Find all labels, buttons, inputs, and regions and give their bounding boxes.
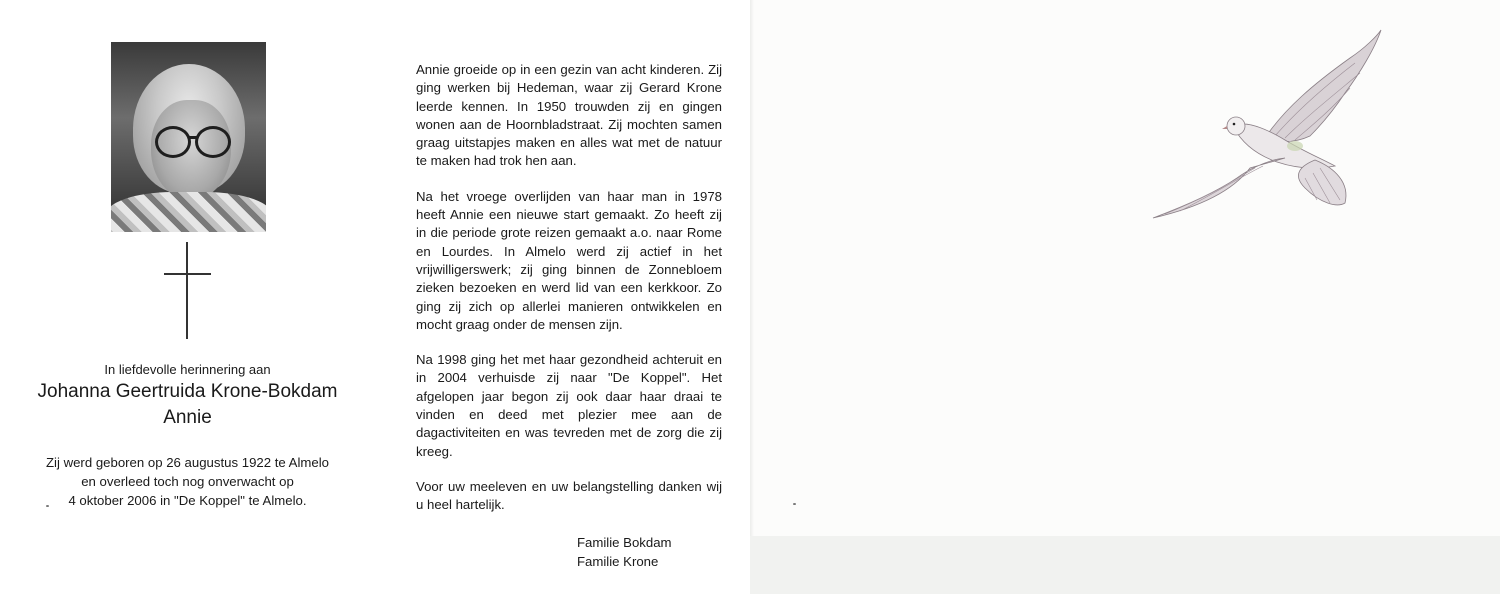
card-right-panel	[750, 0, 1500, 594]
paper-speck	[793, 503, 796, 505]
biography-paragraph: Na het vroege overlijden van haar man in 1978 heeft Annie een nieuwe start gemaakt. Zo heeft zij in die periode grote reizen gemaakt a.o. naar Rome en Lourdes. In Almelo werd zij actief in het vrijwilligerswerk; zij ging binnen de Zonnebloem zieken bezoeken en werd lid van een kerkkoor. Zo ging zij zich op allerlei manieren ontwikkelen en mocht graag onder de mensen zijn.	[416, 188, 722, 332]
fold-line	[750, 0, 754, 594]
biography-paragraph: Na 1998 ging het met haar gezondheid achteruit en in 2004 verhuisde zij naar "De Koppel". Het afgelopen jaar begon zij ook daar haar draai te vinden en deed met plezier mee aan de dagactiviteiten en was tevreden met de zorg die zij kreeg.	[416, 352, 722, 459]
death-line: en overleed toch nog onverwacht op	[81, 474, 294, 489]
signature-krone: Familie Krone	[577, 554, 659, 569]
biography-text	[416, 61, 722, 532]
biography-paragraph: Annie groeide op in een gezin van acht kinderen. Zij ging werken bij Hedeman, waar zij Gerard Krone leerde kennen. In 1950 trouwden zij en gingen wonen aan de Hoornbladstraat. Zij mochten samen graag uitstapjes maken en alles wat met de natuur te maken had trok hen aan.	[416, 62, 722, 169]
signature-bokdam: Familie Bokdam	[577, 535, 672, 550]
portrait-photo	[111, 42, 266, 232]
card-left-panel	[0, 0, 375, 594]
birth-line: Zij werd geboren op 26 augustus 1922 te Almelo	[46, 455, 329, 470]
nickname: Annie	[163, 407, 212, 428]
birth-death-text	[0, 453, 375, 510]
intro-text: In liefdevolle herinnering aan	[104, 362, 271, 377]
full-name: Johanna Geertruida Krone-Bokdam	[37, 381, 338, 402]
family-signatures	[577, 533, 672, 571]
paper-strip	[750, 536, 1500, 594]
paper-speck	[46, 505, 49, 507]
thanks-paragraph: Voor uw meeleven en uw belangstelling danken wij u heel hartelijk.	[416, 478, 722, 513]
death-place-line: 4 oktober 2006 in "De Koppel" te Almelo.	[68, 493, 307, 508]
dove-icon	[1145, 28, 1385, 228]
